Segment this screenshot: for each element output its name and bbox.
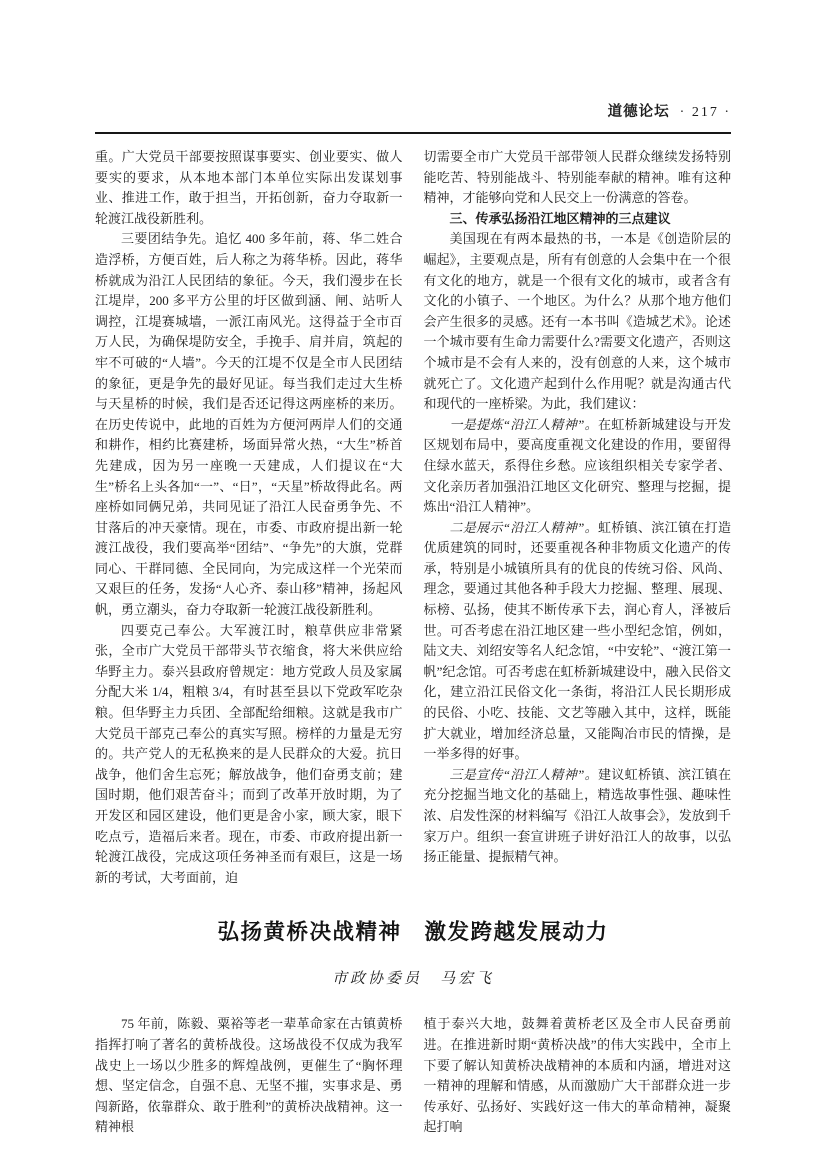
section-heading-three-suggestions: 三、传承弘扬沿江地区精神的三点建议 [449,210,671,226]
paragraph-continuation: 植于泰兴大地，鼓舞着黄桥老区及全市人民奋勇前进。在推进新时期“黄桥决战”的伟大实践中，全市上下要了解认知黄桥决战精神的本质和内涵，增进对这一精神的理解和情感，从而激励广大干部群众进一步传承好、弘扬好、实践好这一伟大的革命精神，凝聚起打响 [423,1016,731,1135]
header-page-number: · 217 · [679,105,731,120]
paragraph-continuation: 重。广大党员干部要按照谋事要实、创业要实、做人要实的要求，从本地本部门本单位实际出发谋划事业、推进工作，敢于担当，开拓创新，奋力夺取新一轮渡江战役新胜利。 [95,149,403,226]
article2-columns [95,1014,731,1138]
suggestion-2-body: 虹桥镇、滨江镇在打造优质建筑的同时，还要重视各种非物质文化遗产的传承，特别是小城镇所具有的优良的传统习俗、风尚、理念，要通过其他各种手段大力挖掘、整理、展现、标榜、弘扬，使其不断传承下去，润心育人，泽被后世。可否考虑在沿江地区建一些小型纪念馆，例如，陆文夫、刘绍安等名人纪念馆，“中安轮”、“渡江第一帆”纪念馆。可否考虑在虹桥新城建设中，融入民俗文化，建立沿江民俗文化一条街，将沿江人民长期形成的民俗、小吃、技能、文艺等融入其中，这样，既能扩大就业，增加经济总量，又能陶冶市民的情操，是一举多得的好事。 [423,519,731,762]
article2-right-column [424,1014,732,1138]
suggestion-1-body: 在虹桥新城建设与开发区规划布局中，要高度重视文化建设的作用，要留得住绿水蓝天，系得住乡愁。应该组织相关专家学者、文化亲历者加强沿江地区文化研究、整理与挖掘，提炼出“沿江人精神”。 [423,416,731,515]
article2-title: 弘扬黄桥决战精神 激发跨越发展动力 [217,920,609,945]
paragraph-suggestion-2 [424,518,732,765]
article1-left-column [95,147,403,888]
article2-left-column [95,1014,403,1138]
suggestion-2-lead: 二是展示“沿江人精神”。 [449,519,598,535]
article1-right-column [424,147,732,888]
paragraph-continuation: 切需要全市广大党员干部带领人民群众继续发扬特别能吃苦、特别能战斗、特别能奉献的精神。唯有这种精神，才能够向党和人民交上一份满意的答卷。 [423,149,731,206]
page-header [95,100,731,134]
paragraph-suggestion-1 [424,415,732,518]
paragraph-suggestion-3 [424,765,732,868]
article1-columns [95,147,731,888]
paragraph-books: 美国现在有两本最热的书，一本是《创造阶层的崛起》，主要观点是，所有有创意的人会集中在一个很有文化的地方，就是一个很有文化的城市，或者含有文化的小镇子、一个地区。为什么？从那个地方他们会产生很多的灵感。还有一本书叫《造城艺术》。论述一个城市要有生命力需要什么?需要文化遗产，否则这个城市是不会有人来的，没有创意的人来，这个城市就死亡了。文化遗产起到什么作用呢？就是沟通古代和现代的一座桥梁。为此，我们建议： [423,231,731,412]
paragraph-huangqiao-intro: 75 年前，陈毅、粟裕等老一辈革命家在古镇黄桥指挥打响了著名的黄桥战役。这场战役不仅成为我军战史上一场以少胜多的辉煌战例，更催生了“胸怀理想、坚定信念，自强不息、无坚不摧，实事求是、勇闯新路，依靠群众、敢于胜利”的黄桥决战精神。这一精神根 [95,1016,403,1135]
suggestion-3-body: 建议虹桥镇、滨江镇在充分挖掘当地文化的基础上，精选故事性强、趣味性浓、启发性深的材料编写《沿江人故事会》，发放到千家万户。组织一套宣讲班子讲好沿江人的故事，以弘扬正能量、提振精气神。 [423,766,731,865]
suggestion-3-lead: 三是宣传“沿江人精神”。 [449,766,598,782]
article2-author: 市政协委员 马宏飞 [331,971,494,988]
header-section-title: 道德论坛 [607,104,670,120]
paragraph-unity: 三要团结争先。追忆 400 多年前，蒋、华二姓合造浮桥，方便百姓，后人称之为蒋华桥。因此，蒋华桥就成为沿江人民团结的象征。今天，我们漫步在长江堤岸，200 多平方公里的圩区做到涵、闸、站听人调控，江堤赛城墙，一派江南风光。这得益于全市百万人民，为确保堤防安全，手挽手、肩并肩，筑起的牢不可破的“人墙”。今天的江堤不仅是全市人民团结的象征，更是争先的最好见证。每当我们走过大生桥与天星桥的时候，我们是否还记得这两座桥的来历。在历史传说中，此地的百姓为方便河两岸人们的交通和耕作，相约比赛建桥，场面异常火热，“大生”桥首先建成，因为另一座晚一天建成，人们提议在“大生”桥名上头各加“一”、“日”，“天星”桥故得此名。两座桥如同俩兄弟，共同见证了沿江人民奋勇争先、不甘落后的冲天豪情。现在，市委、市政府提出新一轮渡江战役，我们要高举“团结”、“争先”的大旗，党群同心、干群同德、全民同向，为完成这样一个光荣而又艰巨的任务，发扬“人心齐、泰山移”精神，扬起风帆，勇立潮头，奋力夺取新一轮渡江战役新胜利。 [95,231,403,618]
page-content [95,100,731,1138]
paragraph-selflessness: 四要克己奉公。大军渡江时，粮草供应非常紧张，全市广大党员干部带头节衣缩食，将大米供应给华野主力。泰兴县政府曾规定：地方党政人员及家属分配大米 1/4，粗粮 3/4，有时甚至县以下党政军吃杂粮。但华野主力兵团、全部配给细粮。这就是我市广大党员干部克己奉公的真实写照。榜样的力量是无穷的。共产党人的无私换来的是人民群众的大爱。抗日战争，他们舍生忘死；解放战争，他们奋勇支前；建国时期，他们艰苦奋斗；而到了改革开放时期，为了开发区和园区建设，他们更是舍小家，顾大家，眼下吃点亏，造福后来者。现在，市委、市政府提出新一轮渡江战役，完成这项任务神圣而有艰巨，这是一场新的考试，大考面前，迫 [95,622,403,885]
suggestion-1-lead: 一是提炼“沿江人精神”。 [449,416,598,432]
